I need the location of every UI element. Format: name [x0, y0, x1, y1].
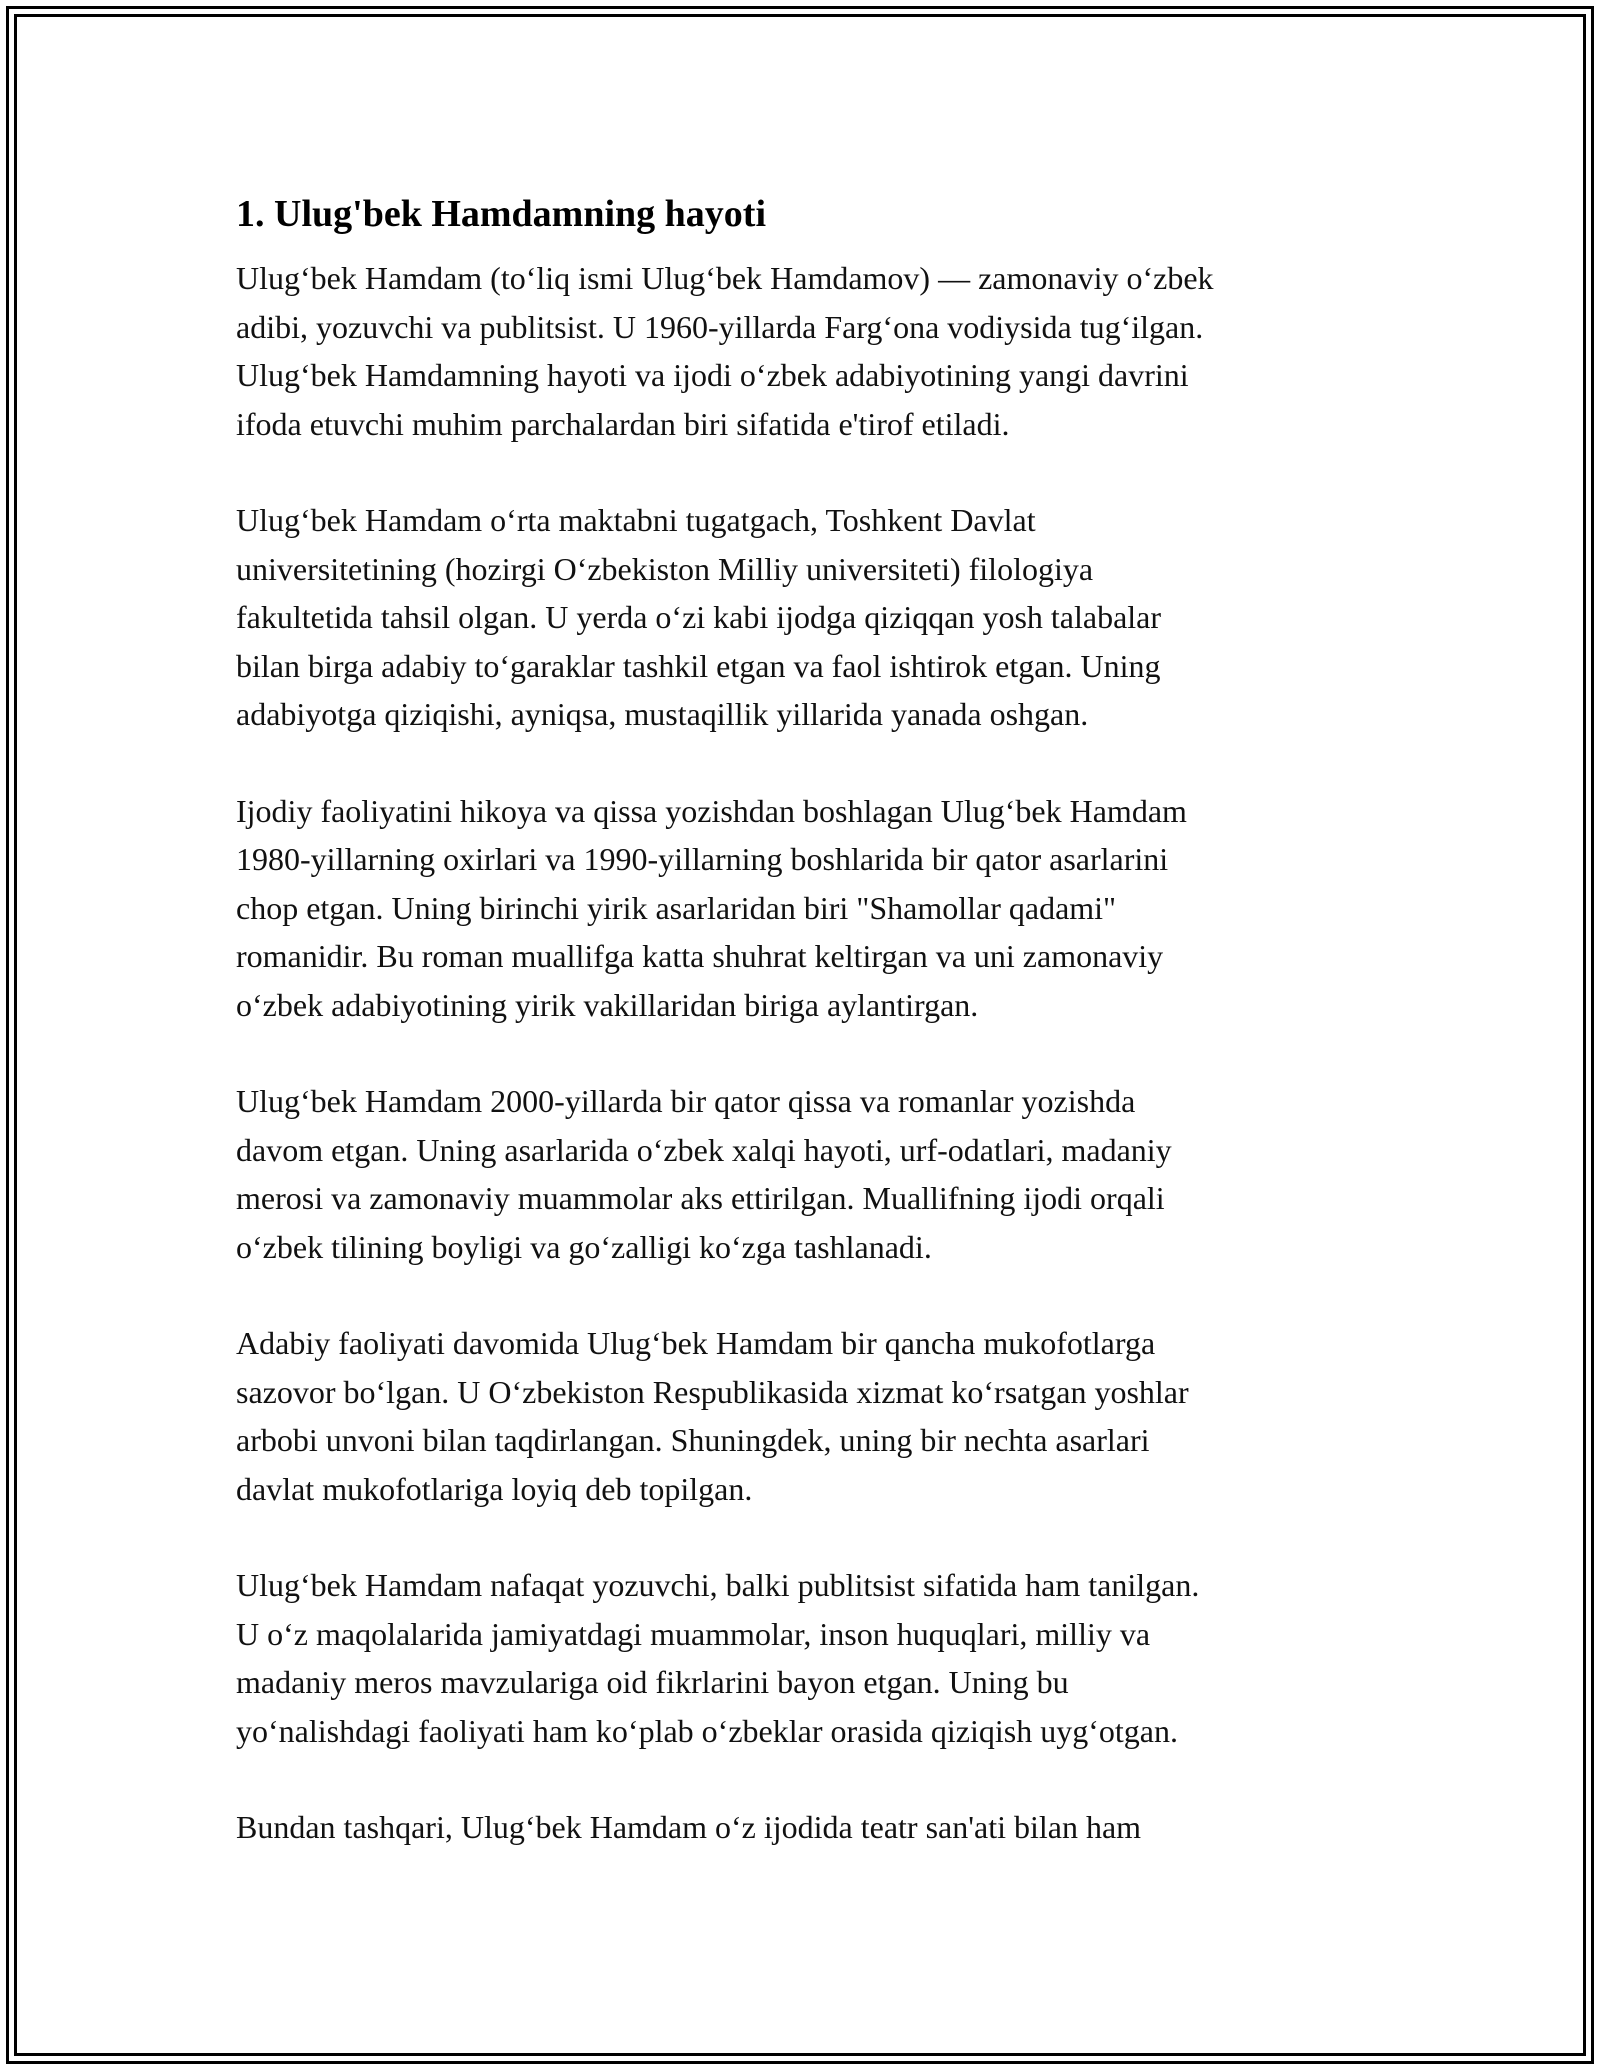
text-line: Bundan tashqari, Ulug‘bek Hamdam o‘z ijodida teatr san'ati bilan ham	[236, 1809, 1142, 1845]
text-line: Ulug‘bek Hamdam o‘rta maktabni tugatgach, Toshkent Davlat	[236, 502, 1036, 538]
text-line: bilan birga adabiy to‘garaklar tashkil etgan va faol ishtirok etgan. Uning	[236, 647, 1161, 684]
document-body	[236, 188, 1356, 1900]
text-line: Ulug‘bek Hamdam (to‘liq ismi Ulug‘bek Hamdamov) — zamonaviy o‘zbek	[236, 260, 1214, 296]
text-line: davom etgan. Uning asarlarida o‘zbek xalqi hayoti, urf-odatlari, madaniy	[236, 1131, 1172, 1168]
text-line: Adabiy faoliyati davomida Ulug‘bek Hamdam bir qancha mukofotlarga	[236, 1325, 1156, 1361]
text-line: U o‘z maqolalarida jamiyatdagi muammolar, inson huquqlari, milliy va	[236, 1615, 1151, 1652]
text-line: Ulug‘bek Hamdam 2000-yillarda bir qator qissa va romanlar yozishda	[236, 1083, 1136, 1119]
paragraph-5	[236, 1319, 1356, 1513]
text-line: adabiyotga qiziqishi, ayniqsa, mustaqillik yillarida yanada oshgan.	[236, 696, 1089, 732]
paragraph-7	[236, 1803, 1356, 1852]
text-line: chop etgan. Uning birinchi yirik asarlaridan biri "Shamollar qadami"	[236, 889, 1117, 926]
text-line: universitetining (hozirgi O‘zbekiston Milliy universiteti) filologiya	[236, 550, 1094, 587]
paragraph-6	[236, 1561, 1356, 1755]
text-line: arbobi unvoni bilan taqdirlangan. Shuningdek, uning bir nechta asarlari	[236, 1422, 1150, 1458]
paragraph-1	[236, 254, 1356, 448]
text-line: adibi, yozuvchi va publitsist. U 1960-yillarda Farg‘ona vodiysida tug‘ilgan.	[236, 308, 1204, 345]
text-line: o‘zbek adabiyotining yirik vakillaridan biriga aylantirgan.	[236, 986, 979, 1023]
text-line: ifoda etuvchi muhim parchalardan biri sifatida e'tirof etiladi.	[236, 405, 1010, 442]
paragraph-2	[236, 496, 1356, 739]
text-line: romanidir. Bu roman muallifga katta shuhrat keltirgan va uni zamonaviy	[236, 938, 1164, 974]
text-line: madaniy meros mavzulariga oid fikrlarini bayon etgan. Uning bu	[236, 1664, 1069, 1700]
text-line: Ijodiy faoliyatini hikoya va qissa yozishdan boshlagan Ulug‘bek Hamdam	[236, 792, 1187, 829]
text-line: 1980-yillarning oxirlari va 1990-yillarning boshlarida bir qator asarlarini	[236, 841, 1169, 877]
text-line: Ulug‘bek Hamdam nafaqat yozuvchi, balki publitsist sifatida ham tanilgan.	[236, 1567, 1200, 1603]
paragraph-3	[236, 787, 1356, 1030]
page-title: 1. Ulug'bek Hamdamning hayoti	[236, 193, 766, 235]
text-line: fakultetida tahsil olgan. U yerda o‘zi kabi ijodga qiziqqan yosh talabalar	[236, 599, 1162, 635]
paragraph-4	[236, 1077, 1356, 1271]
text-line: davlat mukofotlariga loyiq deb topilgan.	[236, 1470, 753, 1507]
text-line: merosi va zamonaviy muammolar aks ettirilgan. Muallifning ijodi orqali	[236, 1180, 1165, 1216]
text-line: Ulug‘bek Hamdamning hayoti va ijodi o‘zbek adabiyotining yangi davrini	[236, 357, 1189, 393]
text-line: sazovor bo‘lgan. U O‘zbekiston Respublikasida xizmat ko‘rsatgan yoshlar	[236, 1373, 1189, 1410]
text-line: o‘zbek tilining boyligi va go‘zalligi ko‘zga tashlanadi.	[236, 1228, 932, 1265]
text-line: yo‘nalishdagi faoliyati ham ko‘plab o‘zbeklar orasida qiziqish uyg‘otgan.	[236, 1712, 1178, 1749]
